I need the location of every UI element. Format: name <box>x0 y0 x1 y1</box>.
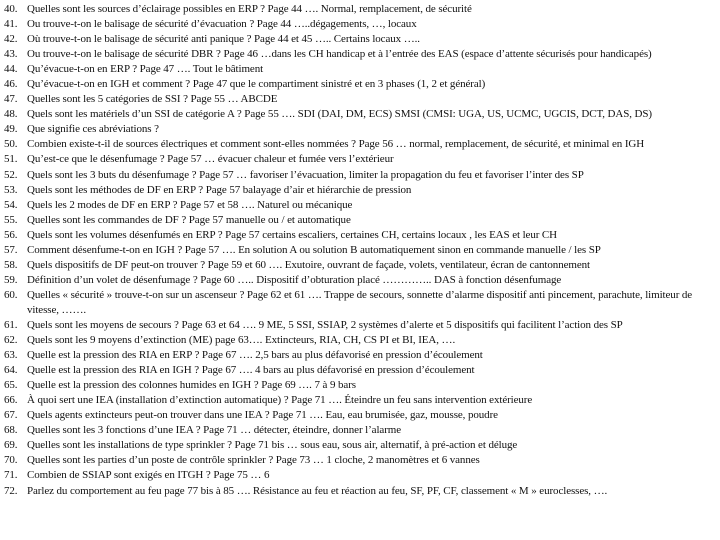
item-text: Ou trouve-t-on le balisage de sécurité DBR ? Page 46 …dans les CH handicap et à l’entrée des EAS (espace d’attente sécurisés pour handicapés) <box>27 48 652 61</box>
item-number: 70. <box>4 454 18 467</box>
item-number: 72. <box>4 484 18 497</box>
item-text: Quels les 2 modes de DF en ERP ? Page 57 et 58 …. Naturel ou mécanique <box>27 198 353 211</box>
list-item <box>4 318 716 333</box>
list-item <box>4 183 716 198</box>
item-number: 67. <box>4 409 18 422</box>
item-text: Quelles sont les 5 catégories de SSI ? Page 55 … ABCDE <box>27 93 278 106</box>
item-number: 69. <box>4 439 18 452</box>
item-text: Quels sont les 9 moyens d’extinction (ME) page 63…. Extincteurs, RIA, CH, CS PI et BI, IEA, …. <box>27 334 456 347</box>
item-number: 61. <box>4 318 18 331</box>
item-number: 47. <box>4 93 18 106</box>
list-item <box>4 348 716 363</box>
item-text: Quelle est la pression des RIA en IGH ? Page 67 …. 4 bars au plus défavorisé en pression d’écoulement <box>27 364 475 377</box>
item-text: Quels sont les méthodes de DF en ERP ? Page 57 balayage d’air et hiérarchie de pression <box>27 183 412 196</box>
list-item <box>4 77 716 92</box>
item-text: Quelles sont les installations de type sprinkler ? Page 71 bis … sous eau, sous air, alternatif, à pré-action et déluge <box>27 439 518 452</box>
list-item <box>4 92 716 107</box>
item-text: Définition d’un volet de désenfumage ? Page 60 ….. Dispositif d’obturation placé ………….. DAS à fonction désenfumage <box>27 273 562 286</box>
item-text: Quels agents extincteurs peut-on trouver dans une IEA ? Page 71 …. Eau, eau brumisée, gaz, mousse, poudre <box>27 409 498 422</box>
item-number: 63. <box>4 349 18 362</box>
list-item <box>4 408 716 423</box>
item-text: Qu’est-ce que le désenfumage ? Page 57 … évacuer chaleur et fumée vers l’extérieur <box>27 153 394 166</box>
item-text: Parlez du comportement au feu page 77 bis à 85 …. Résistance au feu et réaction au feu, SF, PF, CF, classement « M » euroclesses, …. <box>27 484 608 497</box>
item-text: Quelle est la pression des colonnes humides en IGH ? Page 69 …. 7 à 9 bars <box>27 379 356 392</box>
list-item <box>4 107 716 122</box>
question-list <box>4 2 716 499</box>
item-number: 68. <box>4 424 18 437</box>
item-number: 49. <box>4 123 18 136</box>
item-number: 71. <box>4 469 18 482</box>
list-item <box>4 17 716 32</box>
item-number: 58. <box>4 258 18 271</box>
item-text: Quels sont les matériels d’un SSI de catégorie A ? Page 55 …. SDI (DAI, DM, ECS) SMSI (CMSI: UGA, US, UCMC, UGCIS, DCT, DAS, DS) <box>27 108 652 121</box>
item-text: Quels sont les moyens de secours ? Page 63 et 64 …. 9 ME, 5 SSI, SSIAP, 2 systèmes d’alerte et 5 dispositifs qui facilitent l’action des SP <box>27 318 623 331</box>
list-item <box>4 168 716 183</box>
item-number: 40. <box>4 3 18 15</box>
list-item <box>4 484 716 499</box>
item-text: Comment désenfume-t-on en IGH ? Page 57 …. En solution A ou solution B automatiquement sinon en commande manuelle / les SP <box>27 243 601 256</box>
item-number: 41. <box>4 18 18 31</box>
item-number: 51. <box>4 153 18 166</box>
list-item <box>4 468 716 483</box>
list-item <box>4 32 716 47</box>
item-number: 66. <box>4 394 18 407</box>
item-number: 54. <box>4 198 18 211</box>
item-number: 60. <box>4 288 18 301</box>
item-text: Combien de SSIAP sont exigés en ITGH ? Page 75 … 6 <box>27 469 270 482</box>
item-text: Que signifie ces abréviations ? <box>27 123 159 136</box>
item-text: Qu’évacue-t-on en ERP ? Page 47 …. Tout le bâtiment <box>27 63 264 76</box>
list-item <box>4 152 716 167</box>
item-text: Quels sont les volumes désenfumés en ERP ? Page 57 certains escaliers, certaines CH, certains locaux , les EAS et leur CH <box>27 228 558 241</box>
item-number: 57. <box>4 243 18 256</box>
list-item <box>4 228 716 243</box>
list-item <box>4 333 716 348</box>
list-item <box>4 62 716 77</box>
list-item <box>4 453 716 468</box>
item-text: Quelle est la pression des RIA en ERP ? Page 67 …. 2,5 bars au plus défavorisé en pression d’écoulement <box>27 349 483 362</box>
list-item <box>4 288 716 318</box>
item-text: Quelles sont les commandes de DF ? Page 57 manuelle ou / et automatique <box>27 213 351 226</box>
item-text: Quelles « sécurité » trouve-t-on sur un ascenseur ? Page 62 et 61 …. Trappe de secours, sonnette d’alarme dispositif anti pincement, parachute, limiteur de vitesse, ……. <box>27 288 693 316</box>
item-number: 42. <box>4 33 18 46</box>
item-number: 62. <box>4 334 18 347</box>
item-text: Où trouve-t-on le balisage de sécurité anti panique ? Page 44 et 45 ….. Certains locaux ….. <box>27 33 420 46</box>
item-text: Ou trouve-t-on le balisage de sécurité d’évacuation ? Page 44 …..dégagements, …, locaux <box>27 18 417 31</box>
item-number: 59. <box>4 273 18 286</box>
item-number: 55. <box>4 213 18 226</box>
item-text: Quels sont les 3 buts du désenfumage ? Page 57 … favoriser l’évacuation, limiter la propagation du feu et favoriser l’inter des SP <box>27 168 584 181</box>
item-text: Quelles sont les 3 fonctions d’une IEA ? Page 71 … détecter, éteindre, donner l’alarme <box>27 424 401 437</box>
list-item <box>4 2 716 17</box>
item-text: À quoi sert une IEA (installation d’extinction automatique) ? Page 71 …. Éteindre un feu sans intervention extérieure <box>27 394 533 407</box>
item-text: Combien existe-t-il de sources électriques et comment sont-elles nommées ? Page 56 … normal, remplacement, de sécurité, et minimal en IGH <box>27 138 645 151</box>
item-number: 64. <box>4 364 18 377</box>
item-text: Qu’évacue-t-on en IGH et comment ? Page 47 que le compartiment sinistré et en 3 phases (1, 2 et général) <box>27 78 486 91</box>
list-item <box>4 243 716 258</box>
list-item <box>4 198 716 213</box>
list-item <box>4 258 716 273</box>
list-item <box>4 273 716 288</box>
item-text: Quelles sont les parties d’un poste de contrôle sprinkler ? Page 73 … 1 cloche, 2 manomètres et 6 vannes <box>27 454 480 467</box>
list-item <box>4 122 716 137</box>
list-item <box>4 137 716 152</box>
list-item <box>4 378 716 393</box>
item-number: 52. <box>4 168 18 181</box>
item-number: 50. <box>4 138 18 151</box>
item-text: Quelles sont les sources d’éclairage possibles en ERP ? Page 44 …. Normal, remplacement, de sécurité <box>27 3 472 15</box>
list-item <box>4 423 716 438</box>
item-number: 48. <box>4 108 18 121</box>
item-number: 53. <box>4 183 18 196</box>
list-item <box>4 47 716 62</box>
list-item <box>4 213 716 228</box>
list-item <box>4 438 716 453</box>
item-number: 56. <box>4 228 18 241</box>
item-number: 65. <box>4 379 18 392</box>
item-number: 44. <box>4 63 18 76</box>
list-item <box>4 363 716 378</box>
item-number: 43. <box>4 48 18 61</box>
list-item <box>4 393 716 408</box>
item-number: 46. <box>4 78 18 91</box>
item-text: Quels dispositifs de DF peut-on trouver ? Page 59 et 60 …. Exutoire, ouvrant de façade, volets, ventilateur, écran de cantonnement <box>27 258 590 271</box>
document-page <box>4 2 716 499</box>
